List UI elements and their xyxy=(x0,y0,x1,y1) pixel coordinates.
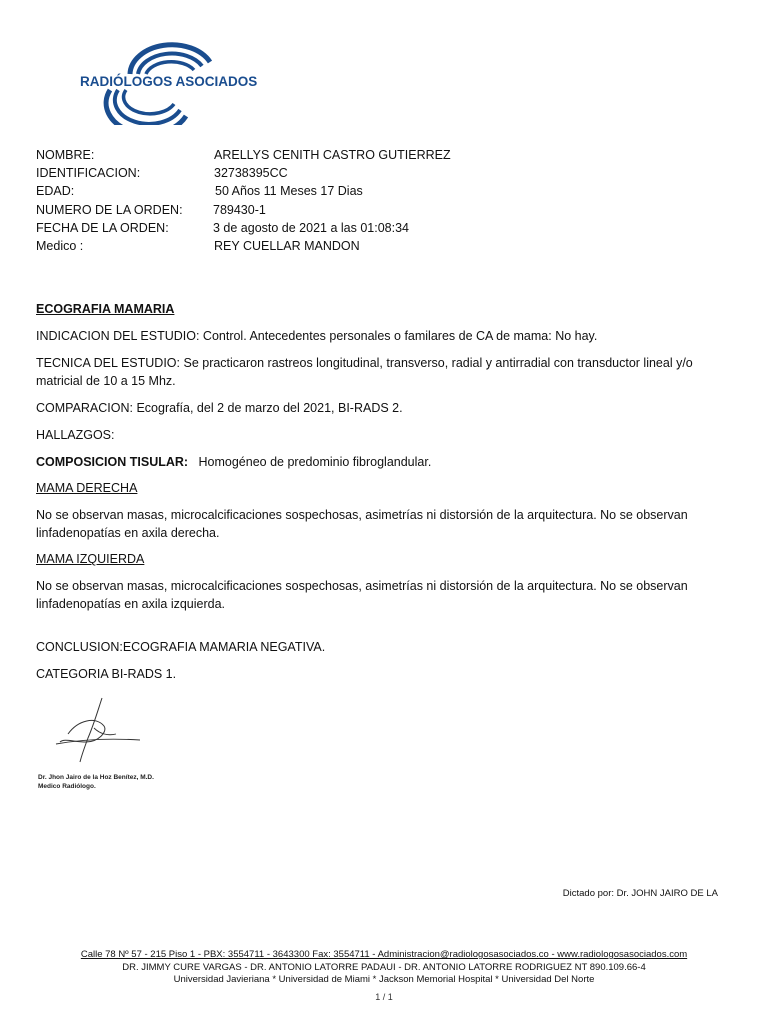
report-body xyxy=(36,300,736,683)
patient-row-order-date xyxy=(36,219,636,237)
patient-value: 3 de agosto de 2021 a las 01:08:34 xyxy=(213,220,409,235)
patient-label: FECHA DE LA ORDEN: xyxy=(36,220,169,235)
signature-graphic xyxy=(38,694,158,764)
footer-doctors: DR. JIMMY CURE VARGAS - DR. ANTONIO LATORRE PADAUI - DR. ANTONIO LATORRE RODRIGUEZ NT 890.109.66-4 xyxy=(122,961,646,973)
left-breast-text: No se observan masas, microcalcificaciones sospechosas, asimetrías ni distorsión de la arquitectura. No se observan linfadenopatías en axila izquierda. xyxy=(36,579,688,611)
patient-label: NOMBRE: xyxy=(36,148,95,162)
patient-label: IDENTIFICACION: xyxy=(36,166,141,181)
right-breast-title: MAMA DERECHA xyxy=(36,481,138,495)
tissue-composition xyxy=(36,453,736,471)
patient-info xyxy=(36,146,636,255)
page-footer xyxy=(0,949,768,987)
study-indication: INDICACION DEL ESTUDIO: Control. Antecedentes personales o familares de CA de mama: No hay. xyxy=(36,329,598,343)
signature-mark xyxy=(38,694,158,764)
patient-row-order-number xyxy=(36,201,636,219)
logo-text: RADIÓLOGOS ASOCIADOS xyxy=(80,74,258,89)
footer-contact: Calle 78 Nº 57 - 215 Piso 1 - PBX: 3554711 - 3643300 Fax: 3554711 - Administracion@radiologosasociados.co - www.radiologosasociados.com xyxy=(80,949,688,960)
composition-value: Homogéneo de predominio fibroglandular. xyxy=(198,455,432,469)
patient-value: REY CUELLAR MANDON xyxy=(214,238,360,253)
dictated-by: Dictado por: Dr. JOHN JAIRO DE LA xyxy=(562,888,718,899)
patient-label: EDAD: xyxy=(36,184,75,199)
patient-row-doctor xyxy=(36,237,636,255)
study-technique: TECNICA DEL ESTUDIO: Se practicaron rastreos longitudinal, transverso, radial y antirradial con transductor lineal y/o matricial de 10 a 15 Mhz. xyxy=(36,356,693,388)
study-comparison: COMPARACION: Ecografía, del 2 de marzo del 2021, BI-RADS 2. xyxy=(36,401,403,415)
report-title: ECOGRAFIA MAMARIA xyxy=(36,302,175,316)
conclusion: CONCLUSION:ECOGRAFIA MAMARIA NEGATIVA. xyxy=(36,640,326,654)
signer-name: Dr. Jhon Jairo de la Hoz Benítez, M.D. xyxy=(38,774,154,781)
patient-row-id xyxy=(36,164,636,182)
patient-label: Medico : xyxy=(36,238,84,253)
birads-category: CATEGORIA BI-RADS 1. xyxy=(36,667,177,681)
patient-value: 789430-1 xyxy=(213,202,266,217)
patient-value: ARELLYS CENITH CASTRO GUTIERREZ xyxy=(214,148,451,162)
page-number: 1 / 1 xyxy=(375,992,393,1002)
signer-role: Medico Radiólogo. xyxy=(38,783,96,790)
company-logo xyxy=(60,40,280,125)
patient-label: NUMERO DE LA ORDEN: xyxy=(36,202,183,217)
patient-row-name xyxy=(36,146,636,164)
composition-label: COMPOSICION TISULAR: xyxy=(36,455,189,469)
patient-value: 32738395CC xyxy=(214,166,288,181)
findings-heading: HALLAZGOS: xyxy=(36,428,115,442)
patient-value: 50 Años 11 Meses 17 Dias xyxy=(215,184,363,199)
patient-row-age xyxy=(36,182,636,200)
footer-universities: Universidad Javieriana * Universidad de Miami * Jackson Memorial Hospital * Universidad Del Norte xyxy=(173,974,595,985)
right-breast-text: No se observan masas, microcalcificaciones sospechosas, asimetrías ni distorsión de la arquitectura. No se observan linfadenopatías en axila derecha. xyxy=(36,508,688,540)
left-breast-title: MAMA IZQUIERDA xyxy=(36,552,145,566)
signer-info xyxy=(38,773,154,791)
logo-graphic xyxy=(60,40,280,125)
